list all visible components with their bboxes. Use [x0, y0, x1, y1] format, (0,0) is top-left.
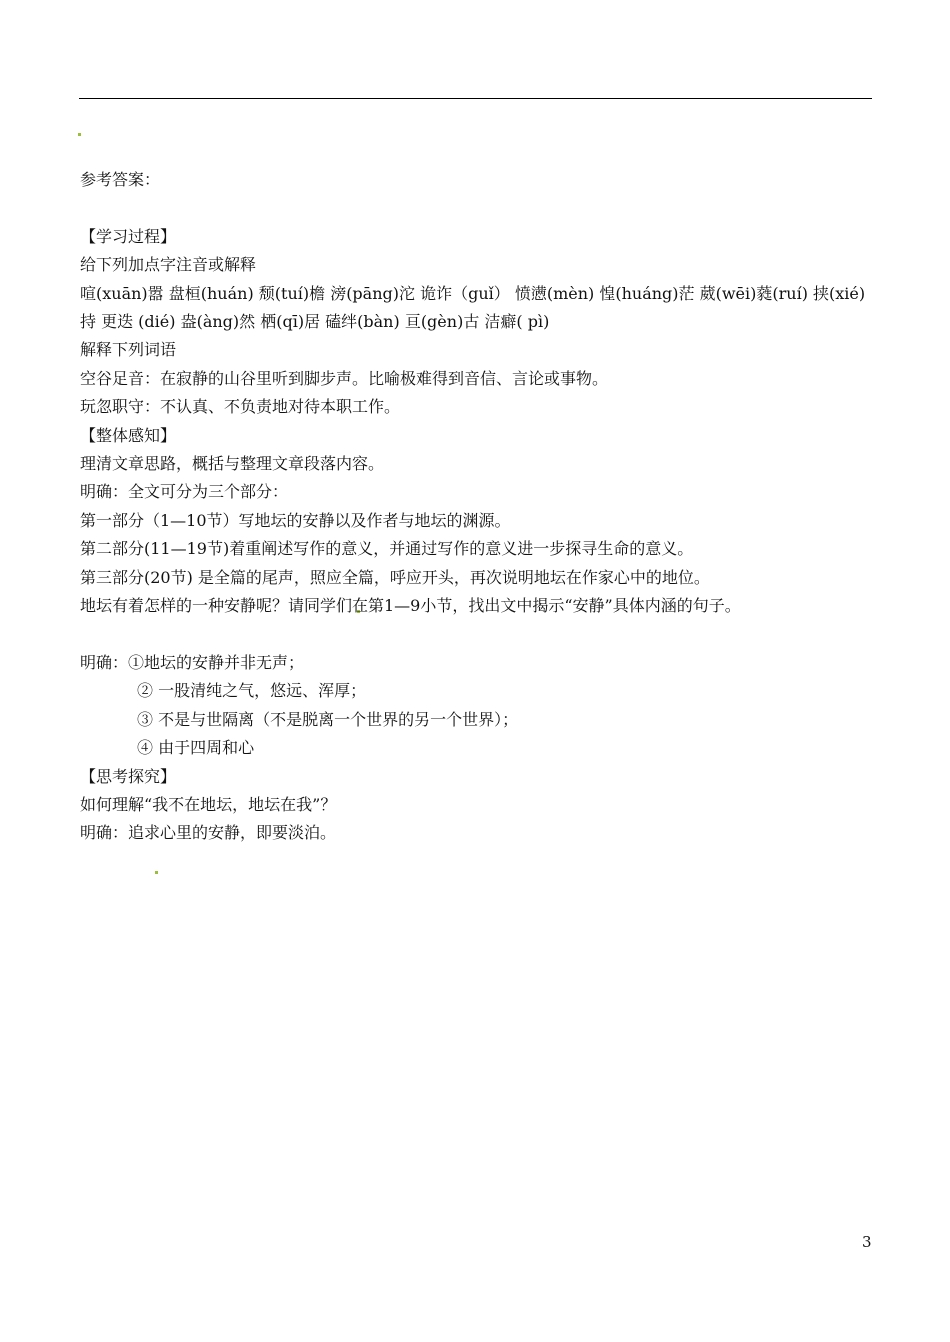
answer-item: ③ 不是与世隔离（不是脱离一个世界的另一个世界）； — [137, 709, 519, 729]
document-body — [80, 166, 880, 848]
inquiry-answer: 明确：追求心里的安静，即要淡泊。 — [80, 823, 337, 843]
vocab-item: 玩忽职守：不认真、不负责地对待本职工作。 — [80, 397, 401, 417]
section-title-overall: 【整体感知】 — [80, 425, 177, 445]
section-title-learning-process: 【学习过程】 — [80, 226, 177, 246]
overall-answer-first: 明确：①地坛的安静并非无声； — [80, 652, 305, 672]
answer-item: ② 一股清纯之气，悠远、浑厚； — [137, 681, 367, 701]
header-rule — [79, 98, 872, 99]
answer-item: ④ 由于四周和心 — [137, 738, 255, 758]
vocab-task: 解释下列词语 — [80, 340, 177, 360]
part-summary: 第一部分（1—10节）写地坛的安静以及作者与地坛的渊源。 — [80, 510, 511, 530]
part-summary: 第二部分(11—19节)着重阐述写作的意义，并通过写作的意义进一步探寻生命的意义。 — [80, 539, 694, 559]
pinyin-text: 喧(xuān)嚣 盘桓(huán) 颓(tuí)檐 滂(pāng)沱 诡诈（guǐ） 愤懑(mèn) 惶(huáng)茫 葳(wēi)蕤(ruí) 挟(xié)持 更迭 (dié) 盎(àng)然 栖(qī)居 磕绊(bàn) 亘(gèn)古 洁癖( pì) — [80, 283, 866, 332]
spacer — [80, 194, 880, 222]
artifact-dot — [155, 871, 158, 874]
pinyin-task: 给下列加点字注音或解释 — [80, 255, 257, 275]
answer-heading: 参考答案： — [80, 170, 161, 189]
vocab-item: 空谷足音：在寂静的山谷里听到脚步声。比喻极难得到音信、言论或事物。 — [80, 368, 609, 388]
artifact-dot — [78, 133, 81, 136]
overall-task: 理清文章思路，概括与整理文章段落内容。 — [80, 454, 385, 474]
part-summary: 第三部分(20节) 是全篇的尾声，照应全篇，呼应开头，再次说明地坛在作家心中的地位。 — [80, 567, 710, 587]
spacer — [80, 620, 880, 648]
overall-question: 地坛有着怎样的一种安静呢？请同学们在第1—9小节，找出文中揭示“安静”具体内涵的句子。 — [80, 596, 741, 616]
section-title-inquiry: 【思考探究】 — [80, 766, 177, 786]
page-number: 3 — [862, 1233, 872, 1251]
inquiry-question: 如何理解“我不在地坛，地坛在我”？ — [80, 794, 337, 814]
overall-answer: 明确：全文可分为三个部分： — [80, 482, 289, 502]
